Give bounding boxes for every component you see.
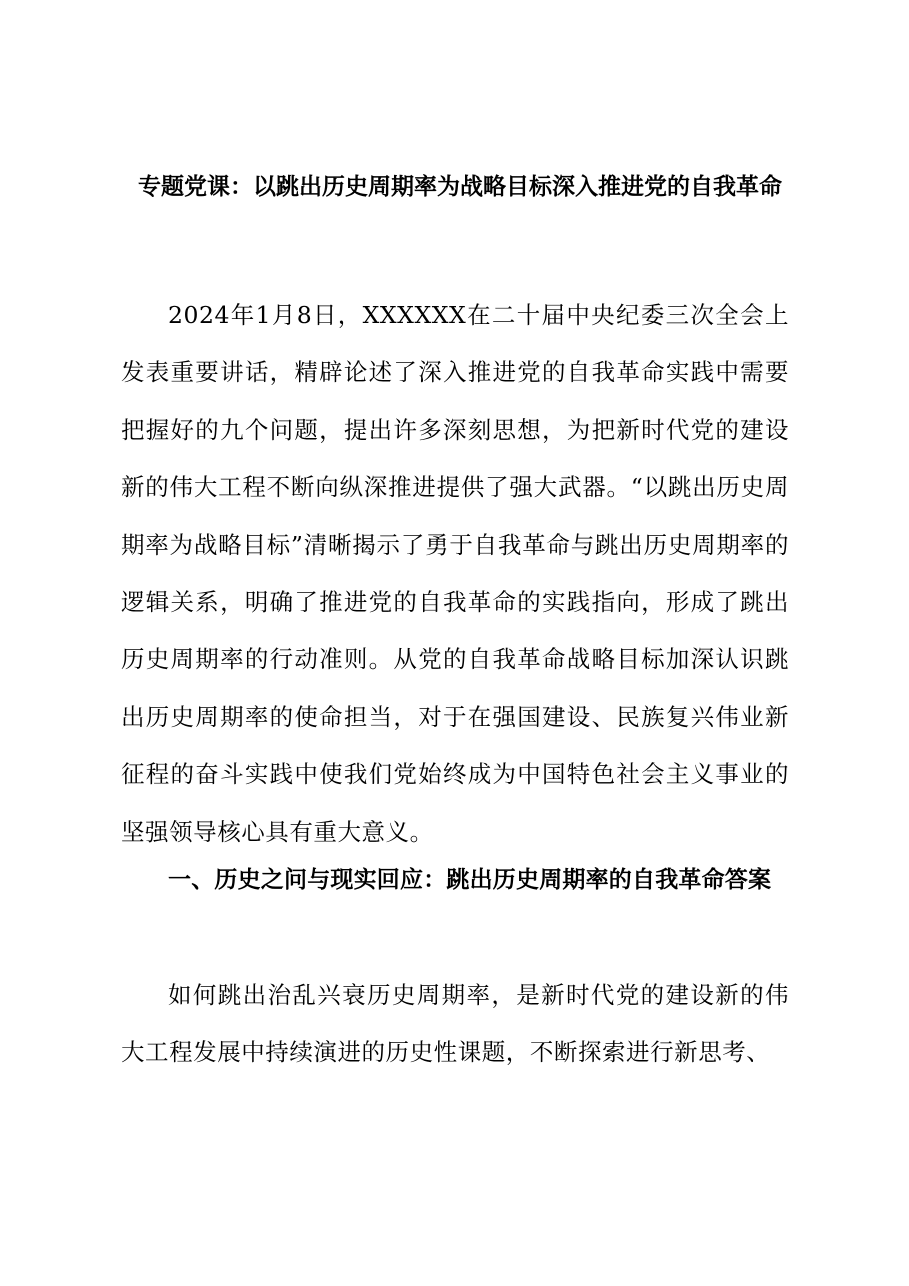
- document-title: 专题党课：以跳出历史周期率为战略目标深入推进党的自我革命: [138, 173, 782, 200]
- section-paragraph: 如何跳出治乱兴衰历史周期率，是新时代党的建设新的伟大工程发展中持续演进的历史性课题，不断探索进行新思考、: [121, 981, 789, 1067]
- section-heading: 一、历史之问与现实回应：跳出历史周期率的自我革命答案: [168, 867, 772, 893]
- body-paragraph: 2024年1月8日，XXXXXX在二十届中央纪委三次全会上发表重要讲话，精辟论述了深入推进党的自我革命实践中需要把握好的九个问题，提出许多深刻思想，为把新时代党的建设新的伟大工程不断向纵深推进提供了强大武器。“以跳出历史周期率为战略目标”清晰揭示了勇于自我革命与跳出历史周期率的逻辑关系，明确了推进党的自我革命的实践指向，形成了跳出历史周期率的行动准则。从党的自我革命战略目标加深认识跳出历史周期率的使命担当，对于在强国建设、民族复兴伟业新征程的奋斗实践中使我们党始终成为中国特色社会主义事业的坚强领导核心具有重大意义。: [121, 301, 789, 846]
